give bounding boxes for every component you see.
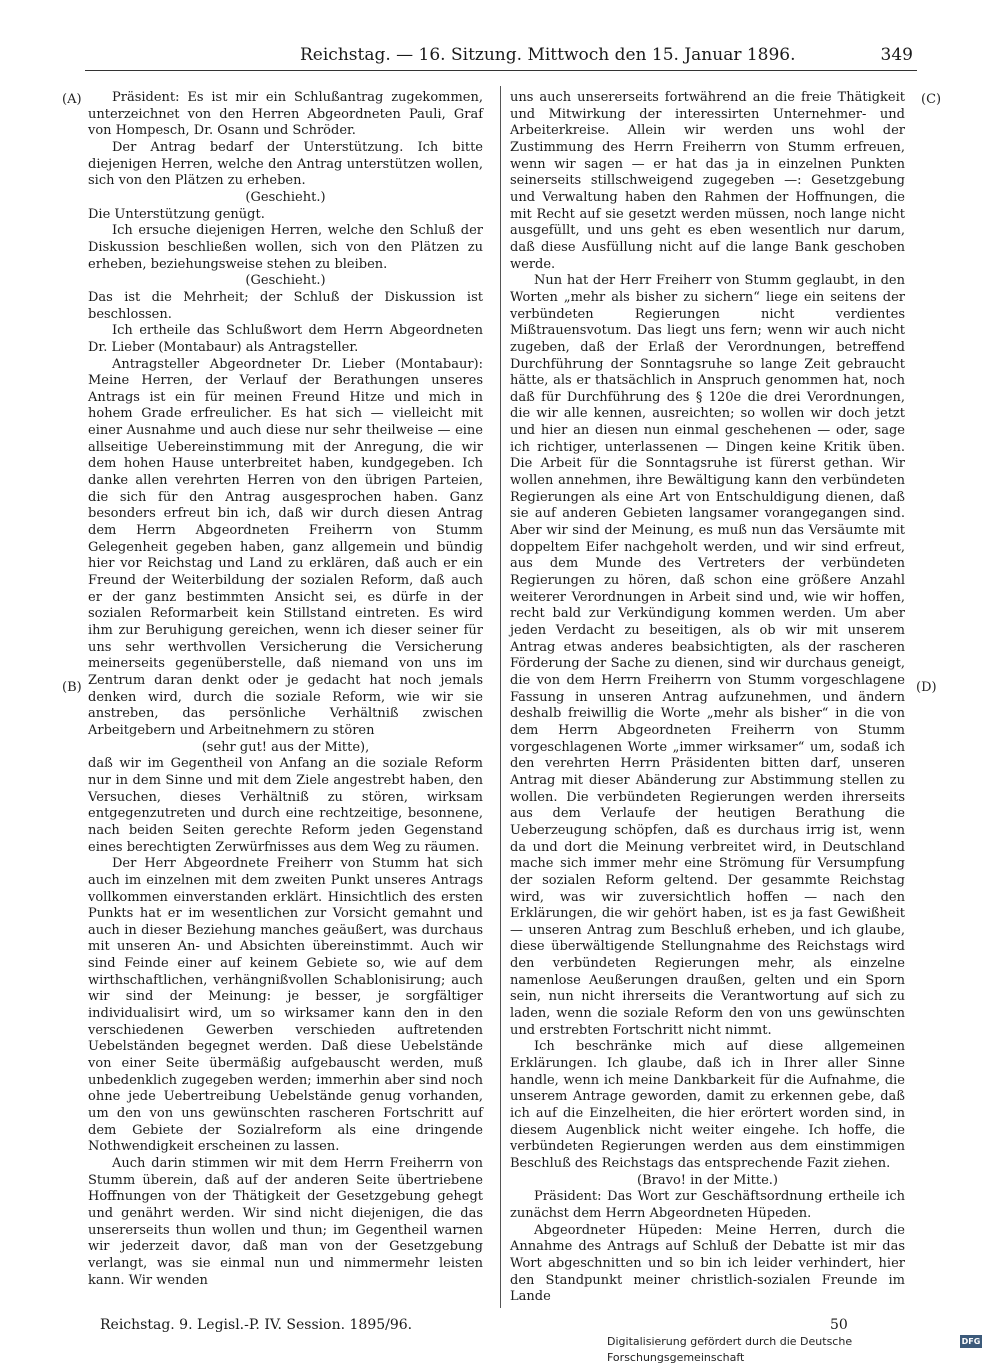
header-title: Reichstag. — 16. Sitzung. Mittwoch den 15. Januar 1896. (300, 45, 796, 65)
banner-text: Digitalisierung gefördert durch die Deutsche Forschungsgemeinschaft (607, 1335, 853, 1364)
digitization-banner (607, 1334, 982, 1364)
paragraph: Ich ertheile das Schlußwort dem Herrn Abgeordneten Dr. Lieber (Montabaur) als Antragsteller. (88, 323, 483, 355)
header-rule (85, 70, 917, 71)
margin-mark-c: (C) (921, 92, 942, 107)
dfg-logo: DFG (961, 1337, 981, 1346)
paragraph: uns auch unsererseits fortwährend an die freie Thätigkeit und Mitwirkung der interessirten Unternehmer- und Arbeiterkreise. Allein wir werden uns wohl der Zustimmung des Herrn Freiherrn von Stumm erfreuen, wenn wir sagen — er hat das ja in einzelnen Punkten seinerseits stillschweigend zugegeben —: Gesetzgebung und Verwaltung haben den Rahmen der Hoffnungen, die mit Recht auf sie gesetzt werden müssen, noch lange nicht ausgefüllt, und uns geht es eben wesentlich nur darum, daß diese Ausfüllung nicht auf die lange Bank geschoben werde. (510, 90, 905, 272)
footer-session-info: Reichstag. 9. Legisl.-P. IV. Session. 1895/96. (100, 1317, 413, 1333)
stage-note: (Geschieht.) (245, 189, 326, 205)
stage-note: (Geschieht.) (245, 273, 326, 289)
paragraph: Das ist die Mehrheit; der Schluß der Diskussion ist beschlossen. (88, 289, 483, 322)
page-number: 349 (880, 45, 913, 65)
column-divider (500, 86, 501, 1308)
speech-paragraph: Antragsteller Abgeordneter Dr. Lieber (Montabaur): Meine Herren, der Verlauf der Berathungen unseres Antrags ist ein für meinen Freund Hitze und mich in hohem Grade erfreulicher. Es hat sich — vielleicht mit einer Ausnahme und auch diese nur sehr theilweise — eine allseitige Uebereinstimmung mit der Anregung, die wir dem hohen Hause unterbreitet haben, kundgegeben. Ich danke allen verehrten Herren von den übrigen Parteien, die sich für den Antrag ausgesprochen haben. Ganz besonders erfreut bin ich, daß wir durch diesen Antrag dem Herrn Abgeordneten Freiherrn von Stumm Gelegenheit gegeben haben, ganz allgemein und bündig hier vor Reichstag und Land zu erklären, daß auch er ein Freund der Weiterbildung der sozialen Reform, daß auch er der ganz bestimmten Ansicht sei, es dürfe in der sozialen Reformarbeit kein Stillstand eintreten. Es wird ihm zur Beruhigung gereichen, wenn ich dieser seiner für uns sehr werthvollen Versicherung die Versicherung meinerseits gegenüberstelle, daß niemand von uns im Zentrum daran denkt oder je gedacht hat noch jemals denken wird, durch die soziale Reform, wie wir sie anstreben, das persönliche Verhältniß zwischen Arbeitgebern und Arbeitnehmern zu stören (88, 356, 483, 738)
paragraph: Ich ersuche diejenigen Herren, welche den Schluß der Diskussion beschließen wollen, sich von den Plätzen zu erheben, beziehungsweise stehen zu bleiben. (88, 223, 483, 272)
stage-note: (Bravo! in der Mitte.) (637, 1172, 778, 1188)
paragraph: Nun hat der Herr Freiherr von Stumm geglaubt, in den Worten „mehr als bisher zu sichern“ liege ein seitens der verbündeten Regierungen nicht verdientes Mißtrauensvotum. Das liegt uns fern; wenn wir auch nicht zugeben, daß der Erlaß der Verordnungen, betreffend Durchführung der Sonntagsruhe so lange Zeit gebraucht hätte, als er thatsächlich in Anspruch genommen hat, noch daß für Durchführung des § 120e die drei Verordnungen, die wir alle kennen, ausreichten; so wollen wir doch jetzt und hier an diesen nun einmal geschehenen — oder, sage ich richtiger, unterlassenen — Dingen keine Kritik üben. Die Arbeit für die Sonntagsruhe ist fürerst gethan. Wir wollen annehmen, ihre Bewältigung kann den verbündeten Regierungen als eine Art von Entschuldigung dienen, daß sie auf anderen Gebieten langsamer vorangegangen sind. Aber wir sind der Meinung, es muß nun das Versäumte mit doppeltem Eifer nachgeholt werden, und wir sind erfreut, aus dem Munde des Vertreters der verbündeten Regierungen zu hören, daß schon eine größere Anzahl weiterer Verordnungen in Arbeit sind und, wie wir hoffen, recht bald zur Verkündigung kommen werden. Um aber jeden Verdacht zu beseitigen, als ob wir mit unserem Antrag etwas anderes beabsichtigten, als der rascheren Förderung der Sache zu dienen, sind wir durchaus geneigt, die von dem Herrn Freiherrn von Stumm vorgeschlagene Fassung in unseren Antrag aufzunehmen, und ändern deshalb freiwillig die Worte „mehr als bisher“ in die von dem Herrn Abgeordneten Freiherrn von Stumm vorgeschlagenen Worte „immer wirksamer“ um, sodaß ich den verehrten Herrn Präsidenten bitten darf, unseren Antrag mit dieser Abänderung zur Abstimmung stellen zu wollen. Die verbündeten Regierungen werden ihrerseits aus dem Verlaufe der heutigen Berathung die Ueberzeugung schöpfen, daß es durchaus irrig ist, wenn da und dort die Meinung verbreitet wird, in Deutschland mache sich immer mehr eine Strömung für Versumpfung der sozialen Reform geltend. Der gesammte Reichstag wird, was wir zuversichtlich hoffen — nach den Erklärungen, die wir gehört haben, ist es ja fast Gewißheit — unseren Antrag zum Beschluß erheben, und ich glaube, diese überwältigende Stellungnahme des Reichstags wird den verbündeten Regierungen mehr, als einzelne namenlose Aeußerungen draußen, gelten und ein Sporn sein, nun nicht ihrerseits die Verantwortung auf sich zu laden, wenn die soziale Reform den von uns gewünschten und erstrebten Fortschritt nicht nimmt. (510, 273, 905, 1038)
paragraph: Präsident: Es ist mir ein Schlußantrag zugekommen, unterzeichnet von den Herren Abgeordneten Pauli, Graf von Hompesch, Dr. Osann und Schröder. (88, 90, 483, 139)
paragraph: Der Herr Abgeordnete Freiherr von Stumm hat sich auch im einzelnen mit dem zweiten Punkt unseres Antrags vollkommen einverstanden erklärt. Hinsichtlich des ersten Punkts hat er im wesentlichen zur Vorsicht gemahnt und auch in dieser Beziehung manches geäußert, was durchaus mit unseren An- und Absichten übereinstimmt. Auch wir sind Feinde einer auf keinem Gebiete so, wie auf dem wirthschaftlichen, verhängnißvollen Schablonisirung; auch wir sind der Meinung: je besser, je sorgfältiger individualisirt wird, um so wirksamer kann den in den verschiedenen Gewerben verschieden auftretenden Uebelständen begegnet werden. Daß diese Uebelstände von einer Seite übermäßig aufgebauscht werden, muß unbedenklich zugegeben werden; immerhin aber sind noch ohne jede Uebertreibung Uebelstände genug vorhanden, um den von uns gewünschten rascheren Fortschritt auf dem Gebiete der Sozialreform als eine dringende Nothwendigkeit erscheinen zu lassen. (88, 856, 483, 1155)
footer-signature: 50 (830, 1317, 848, 1333)
margin-mark-d: (D) (916, 680, 937, 695)
speech-paragraph: Abgeordneter Hüpeden: Meine Herren, durch die Annahme des Antrags auf Schluß der Debatte ist mir das Wort abgeschnitten und so bin ich leider verhindert, hier den Standpunkt meiner christlich-sozialen Freunde im Lande (510, 1222, 905, 1305)
left-column (88, 90, 483, 1289)
paragraph: Auch darin stimmen wir mit dem Herrn Freiherrn von Stumm überein, daß auf der anderen Seite übertriebene Hoffnungen von der Thätigkeit der Gesetzgebung gehegt und genährt werden. Wir sind nicht diejenigen, die das unsererseits thun wollen und thun; im Gegentheil warnen wir jederzeit davor, daß man von der Gesetzgebung verlangt, was sie einmal nun und nimmermehr leisten kann. Wir wenden (88, 1156, 483, 1288)
margin-mark-a: (A) (62, 92, 82, 107)
right-column (510, 90, 905, 1306)
paragraph: Die Unterstützung genügt. (88, 206, 265, 222)
paragraph: Der Antrag bedarf der Unterstützung. Ich bitte diejenigen Herren, welche den Antrag unterstützen wollen, sich von den Plätzen zu erheben. (88, 139, 483, 189)
speech-paragraph: Präsident: Das Wort zur Geschäftsordnung ertheile ich zunächst dem Herrn Abgeordneten Hüpeden. (510, 1189, 905, 1221)
margin-mark-b: (B) (62, 680, 82, 695)
running-header (85, 44, 915, 70)
paragraph: daß wir im Gegentheil von Anfang an die soziale Reform nur in dem Sinne und mit dem Ziele angestrebt haben, den Versuchen, dieses Verhältniß zu stören, wirksam entgegenzutreten und durch eine rechtzeitige, besonnene, nach beiden Seiten gerechte Reform jeden Gegenstand eines berechtigten Zerwürfnisses aus dem Weg zu räumen. (88, 756, 483, 855)
stage-note: (sehr gut! aus der Mitte), (201, 739, 370, 755)
paragraph: Ich beschränke mich auf diese allgemeinen Erklärungen. Ich glaube, daß ich in Ihrer aller Sinne handle, wenn ich meine Dankbarkeit für die Aufnahme, die unserem Antrage geworden, damit zu erkennen gebe, daß ich auf die Einzelheiten, die hier erörtert worden sind, in diesem Augenblick nicht weiter eingehe. Ich hoffe, die verbündeten Regierungen werden aus dem einstimmigen Beschluß des Reichstags das entsprechende Fazit ziehen. (510, 1039, 905, 1171)
